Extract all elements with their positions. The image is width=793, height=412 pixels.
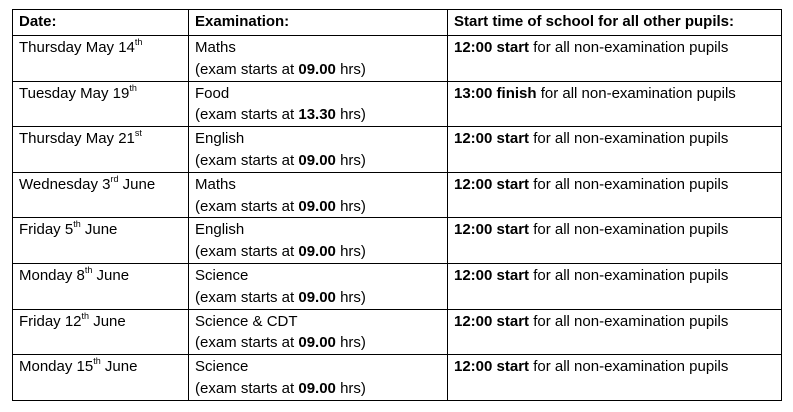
date-ordinal: th bbox=[93, 356, 101, 367]
date-ordinal: st bbox=[134, 128, 142, 139]
exam-start-note bbox=[195, 332, 441, 354]
exam-subject: Science bbox=[195, 266, 249, 284]
exam-subject: Maths bbox=[195, 175, 236, 193]
exam-schedule-table bbox=[12, 9, 782, 401]
start-time-cell bbox=[448, 172, 782, 218]
examination-cell bbox=[189, 309, 448, 355]
table-row bbox=[13, 218, 782, 264]
date-month: June bbox=[92, 266, 130, 284]
date-text: Tuesday May 19 bbox=[19, 84, 130, 102]
date-text: Friday 12 bbox=[19, 312, 82, 330]
date-ordinal: th bbox=[81, 310, 90, 321]
date-text: Friday 5 bbox=[19, 221, 74, 239]
header-examination: Examination: bbox=[189, 10, 448, 36]
date-text: Wednesday 3 bbox=[19, 175, 111, 193]
table-row bbox=[13, 263, 782, 309]
table-row bbox=[13, 81, 782, 127]
date-text: Thursday May 21 bbox=[19, 130, 135, 148]
date-cell bbox=[13, 36, 189, 82]
examination-cell bbox=[189, 172, 448, 218]
exam-note-suffix: hrs) bbox=[335, 379, 366, 397]
header-row bbox=[13, 10, 782, 36]
exam-start-time: 09.00 bbox=[298, 379, 336, 397]
examination-cell bbox=[189, 263, 448, 309]
table-row bbox=[13, 172, 782, 218]
exam-subject: Science & CDT bbox=[195, 312, 298, 330]
date-ordinal: th bbox=[73, 219, 81, 230]
table-row bbox=[13, 36, 782, 82]
exam-subject: Food bbox=[195, 84, 230, 102]
date-cell bbox=[13, 127, 189, 173]
exam-note-suffix: hrs) bbox=[335, 60, 366, 78]
exam-note-prefix: (exam starts at bbox=[195, 243, 299, 261]
school-start-note: for all non-examination pupils bbox=[536, 84, 736, 102]
exam-start-note bbox=[195, 104, 441, 126]
exam-schedule bbox=[12, 9, 782, 401]
school-start-time: 12:00 start bbox=[454, 358, 530, 376]
start-time-cell bbox=[448, 36, 782, 82]
exam-start-time: 09.00 bbox=[298, 151, 336, 169]
exam-start-time: 09.00 bbox=[298, 197, 336, 215]
exam-note-prefix: (exam starts at bbox=[195, 106, 299, 124]
table-row bbox=[13, 309, 782, 355]
exam-note-prefix: (exam starts at bbox=[195, 379, 299, 397]
school-start-time: 12:00 start bbox=[454, 266, 530, 284]
start-time-cell bbox=[448, 263, 782, 309]
exam-start-note bbox=[195, 150, 441, 172]
start-time-cell bbox=[448, 218, 782, 264]
exam-note-suffix: hrs) bbox=[335, 288, 366, 306]
start-time-cell bbox=[448, 309, 782, 355]
school-start-time: 12:00 start bbox=[454, 175, 530, 193]
exam-note-prefix: (exam starts at bbox=[195, 334, 299, 352]
school-start-note: for all non-examination pupils bbox=[529, 221, 729, 239]
exam-start-note bbox=[195, 287, 441, 309]
school-start-note: for all non-examination pupils bbox=[529, 312, 729, 330]
school-start-note: for all non-examination pupils bbox=[529, 266, 729, 284]
exam-start-time: 09.00 bbox=[298, 334, 336, 352]
start-time-cell bbox=[448, 355, 782, 401]
school-start-time: 12:00 start bbox=[454, 39, 530, 56]
examination-cell bbox=[189, 127, 448, 173]
table-row bbox=[13, 127, 782, 173]
school-start-time: 12:00 start bbox=[454, 221, 530, 239]
school-start-note: for all non-examination pupils bbox=[529, 130, 729, 148]
exam-subject: English bbox=[195, 221, 245, 239]
school-start-note: for all non-examination pupils bbox=[529, 175, 729, 193]
exam-start-time: 13.30 bbox=[298, 106, 336, 124]
examination-cell bbox=[189, 355, 448, 401]
exam-note-suffix: hrs) bbox=[335, 334, 366, 352]
header-date: Date: bbox=[13, 10, 189, 36]
date-cell bbox=[13, 81, 189, 127]
exam-start-time: 09.00 bbox=[298, 243, 336, 261]
date-month: June bbox=[89, 312, 126, 330]
exam-note-prefix: (exam starts at bbox=[195, 197, 299, 215]
date-month: June bbox=[100, 358, 138, 376]
exam-start-time: 09.00 bbox=[298, 60, 336, 78]
date-cell bbox=[13, 263, 189, 309]
header-start-time: Start time of school for all other pupils: bbox=[448, 10, 782, 36]
exam-start-time: 09.00 bbox=[298, 288, 336, 306]
exam-subject: Maths bbox=[195, 39, 236, 56]
start-time-cell bbox=[448, 81, 782, 127]
exam-note-suffix: hrs) bbox=[335, 151, 366, 169]
exam-note-suffix: hrs) bbox=[335, 106, 366, 124]
exam-start-note bbox=[195, 196, 441, 218]
examination-cell bbox=[189, 36, 448, 82]
date-cell bbox=[13, 309, 189, 355]
date-ordinal: th bbox=[134, 37, 143, 47]
examination-cell bbox=[189, 81, 448, 127]
date-text: Thursday May 14 bbox=[19, 39, 135, 56]
schedule-body bbox=[13, 36, 782, 401]
date-month: June bbox=[118, 175, 156, 193]
exam-note-prefix: (exam starts at bbox=[195, 60, 299, 78]
school-start-note: for all non-examination pupils bbox=[529, 358, 729, 376]
school-start-time: 13:00 finish bbox=[454, 84, 537, 102]
table-row bbox=[13, 355, 782, 401]
exam-note-prefix: (exam starts at bbox=[195, 151, 299, 169]
start-time-cell bbox=[448, 127, 782, 173]
exam-subject: Science bbox=[195, 358, 249, 376]
date-ordinal: th bbox=[84, 264, 93, 275]
exam-start-note bbox=[195, 378, 441, 400]
exam-subject: English bbox=[195, 130, 245, 148]
school-start-time: 12:00 start bbox=[454, 130, 530, 148]
exam-note-prefix: (exam starts at bbox=[195, 288, 299, 306]
school-start-note: for all non-examination pupils bbox=[529, 39, 729, 56]
date-month: June bbox=[80, 221, 118, 239]
exam-note-suffix: hrs) bbox=[335, 243, 366, 261]
examination-cell bbox=[189, 218, 448, 264]
date-cell bbox=[13, 172, 189, 218]
date-cell bbox=[13, 355, 189, 401]
date-cell bbox=[13, 218, 189, 264]
date-text: Monday 15 bbox=[19, 358, 94, 376]
date-ordinal: th bbox=[129, 82, 137, 93]
date-text: Monday 8 bbox=[19, 266, 85, 284]
exam-start-note bbox=[195, 59, 441, 81]
exam-note-suffix: hrs) bbox=[335, 197, 366, 215]
school-start-time: 12:00 start bbox=[454, 312, 530, 330]
exam-start-note bbox=[195, 241, 441, 263]
date-ordinal: rd bbox=[110, 173, 119, 184]
